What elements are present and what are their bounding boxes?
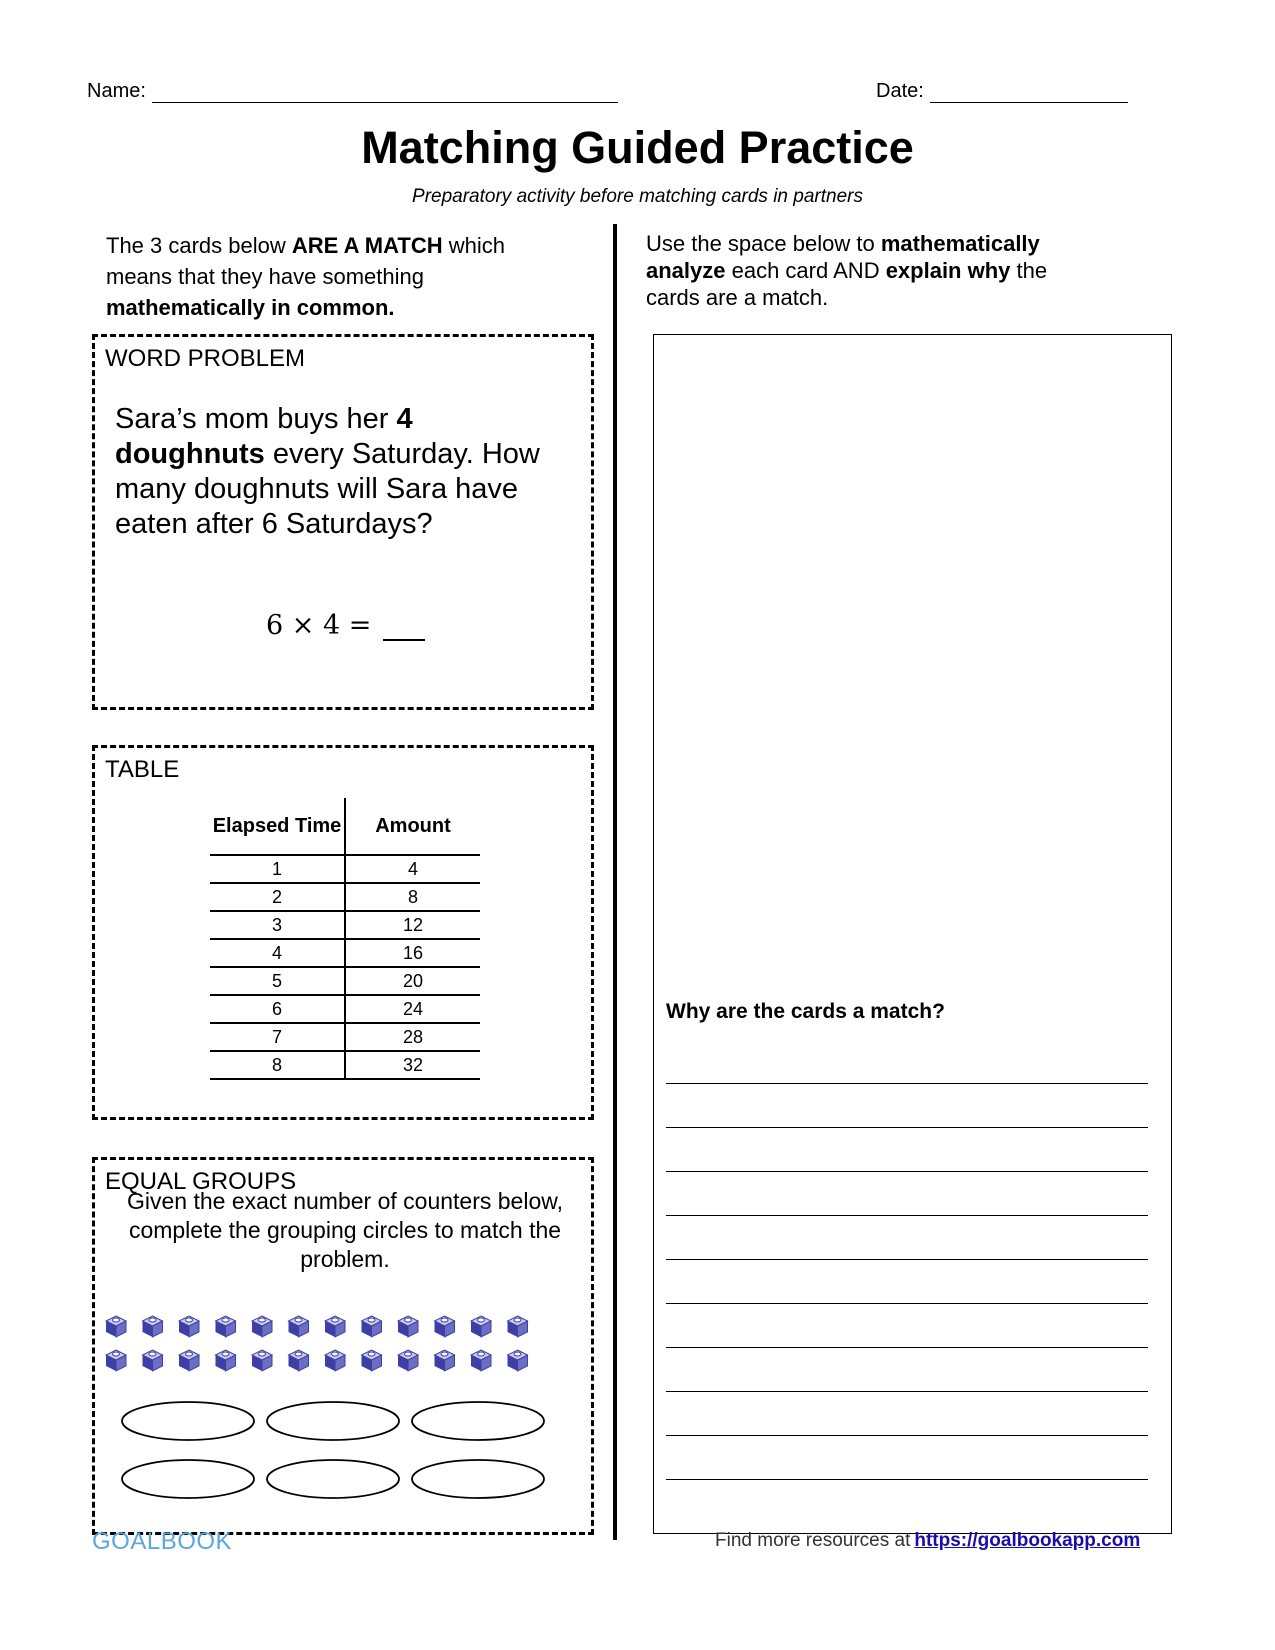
counter-cube-icon bbox=[289, 1316, 309, 1337]
values-table bbox=[210, 798, 480, 1080]
intro-text: which means that they have something bbox=[106, 233, 505, 289]
card-label: WORD PROBLEM bbox=[105, 345, 306, 372]
page-subtitle: Preparatory activity before matching cards in partners bbox=[412, 186, 863, 207]
answer-line[interactable] bbox=[666, 1215, 1148, 1216]
counters-area bbox=[92, 1315, 594, 1515]
counter-cube-icon bbox=[252, 1350, 272, 1371]
card-label: TABLE bbox=[105, 756, 180, 783]
counter-cube-icon bbox=[398, 1316, 418, 1337]
answer-line[interactable] bbox=[666, 1435, 1148, 1436]
table-row bbox=[210, 967, 480, 995]
amount-cell: 8 bbox=[345, 883, 480, 911]
counter-cube-icon bbox=[106, 1316, 126, 1337]
elapsed-time-cell: 2 bbox=[210, 883, 345, 911]
intro-bold: ARE A MATCH bbox=[291, 233, 443, 258]
intro-bold: mathematically analyze bbox=[646, 231, 1040, 283]
answer-line[interactable] bbox=[666, 1171, 1148, 1172]
date-field bbox=[876, 80, 1128, 103]
elapsed-time-cell: 3 bbox=[210, 911, 345, 939]
table-row bbox=[210, 995, 480, 1023]
counter-cube-icon bbox=[471, 1316, 491, 1337]
name-label: Name: bbox=[87, 80, 146, 102]
counter-cube-icon bbox=[362, 1350, 382, 1371]
date-input-line[interactable] bbox=[930, 84, 1128, 103]
amount-cell: 28 bbox=[345, 1023, 480, 1051]
table-row bbox=[210, 1023, 480, 1051]
date-label: Date: bbox=[876, 80, 924, 102]
left-intro bbox=[106, 230, 546, 323]
wp-bold: 4 doughnuts bbox=[115, 403, 413, 470]
counter-cube-icon bbox=[289, 1350, 309, 1371]
answer-blank[interactable] bbox=[383, 613, 425, 641]
table-row bbox=[210, 883, 480, 911]
intro-text: each card AND bbox=[725, 258, 886, 283]
counter-cube-icon bbox=[106, 1350, 126, 1371]
elapsed-time-cell: 8 bbox=[210, 1051, 345, 1079]
page-title: Matching Guided Practice bbox=[361, 122, 914, 173]
elapsed-time-cell: 5 bbox=[210, 967, 345, 995]
counter-cube-icon bbox=[143, 1350, 163, 1371]
grouping-circle[interactable] bbox=[412, 1402, 544, 1440]
name-input-line[interactable] bbox=[152, 84, 618, 103]
elapsed-time-cell: 7 bbox=[210, 1023, 345, 1051]
amount-cell: 16 bbox=[345, 939, 480, 967]
column-divider bbox=[613, 224, 617, 1540]
counter-cube-icon bbox=[508, 1350, 528, 1371]
counter-cube-icon bbox=[435, 1350, 455, 1371]
right-intro bbox=[646, 230, 1086, 311]
counter-cube-icon bbox=[179, 1316, 199, 1337]
counter-cube-icon bbox=[216, 1316, 236, 1337]
amount-cell: 32 bbox=[345, 1051, 480, 1079]
amount-cell: 24 bbox=[345, 995, 480, 1023]
analysis-box[interactable] bbox=[653, 334, 1172, 1534]
counter-cube-icon bbox=[325, 1316, 345, 1337]
card-label: EQUAL GROUPS bbox=[105, 1168, 297, 1195]
grouping-circle[interactable] bbox=[122, 1402, 254, 1440]
counter-cube-icon bbox=[252, 1316, 272, 1337]
equal-groups-instructions: Given the exact number of counters below, complete the grouping circles to match the problem. bbox=[127, 1188, 563, 1272]
answer-line[interactable] bbox=[666, 1479, 1148, 1480]
counter-cube-icon bbox=[435, 1316, 455, 1337]
intro-text: The 3 cards below bbox=[106, 233, 292, 258]
elapsed-time-cell: 6 bbox=[210, 995, 345, 1023]
counter-cube-icon bbox=[216, 1350, 236, 1371]
equation bbox=[266, 610, 425, 641]
amount-cell: 12 bbox=[345, 911, 480, 939]
why-question: Why are the cards a match? bbox=[666, 1000, 945, 1023]
elapsed-time-cell: 1 bbox=[210, 855, 345, 883]
amount-cell: 20 bbox=[345, 967, 480, 995]
grouping-circle[interactable] bbox=[412, 1460, 544, 1498]
grouping-circle[interactable] bbox=[267, 1460, 399, 1498]
table-row bbox=[210, 855, 480, 883]
intro-bold: explain why bbox=[885, 258, 1011, 283]
answer-line[interactable] bbox=[666, 1303, 1148, 1304]
footer-text: Find more resources at bbox=[715, 1530, 911, 1551]
answer-line[interactable] bbox=[666, 1347, 1148, 1348]
intro-text: the cards are a match. bbox=[646, 258, 1048, 310]
table-header: Amount bbox=[345, 798, 480, 855]
grouping-circle[interactable] bbox=[267, 1402, 399, 1440]
answer-line[interactable] bbox=[666, 1083, 1148, 1084]
name-field bbox=[87, 80, 618, 103]
answer-line[interactable] bbox=[666, 1391, 1148, 1392]
intro-bold: mathematically in common. bbox=[106, 295, 395, 320]
counter-cube-icon bbox=[325, 1350, 345, 1371]
goalbook-logo: GOALBOOK bbox=[92, 1528, 233, 1555]
counter-cube-icon bbox=[143, 1316, 163, 1337]
counter-cube-icon bbox=[508, 1316, 528, 1337]
answer-line[interactable] bbox=[666, 1259, 1148, 1260]
equation-text: 6 × 4 = bbox=[266, 610, 372, 641]
answer-line[interactable] bbox=[666, 1127, 1148, 1128]
counter-cube-icon bbox=[471, 1350, 491, 1371]
table-row bbox=[210, 911, 480, 939]
wp-text-part: Sara’s mom buys her bbox=[115, 403, 397, 435]
elapsed-time-cell: 4 bbox=[210, 939, 345, 967]
amount-cell: 4 bbox=[345, 855, 480, 883]
grouping-circle[interactable] bbox=[122, 1460, 254, 1498]
table-row bbox=[210, 939, 480, 967]
footer-link[interactable]: https://goalbookapp.com bbox=[914, 1530, 1141, 1551]
footer bbox=[715, 1530, 1140, 1552]
intro-text: Use the space below to bbox=[646, 231, 881, 256]
wp-text-part: every Saturday. How many doughnuts will Sara have eaten after 6 Saturdays? bbox=[115, 438, 540, 540]
counter-cube-icon bbox=[398, 1350, 418, 1371]
table-header: Elapsed Time bbox=[210, 798, 345, 855]
counter-cube-icon bbox=[179, 1350, 199, 1371]
counter-cube-icon bbox=[362, 1316, 382, 1337]
table-row bbox=[210, 1051, 480, 1079]
word-problem-text bbox=[115, 402, 555, 542]
